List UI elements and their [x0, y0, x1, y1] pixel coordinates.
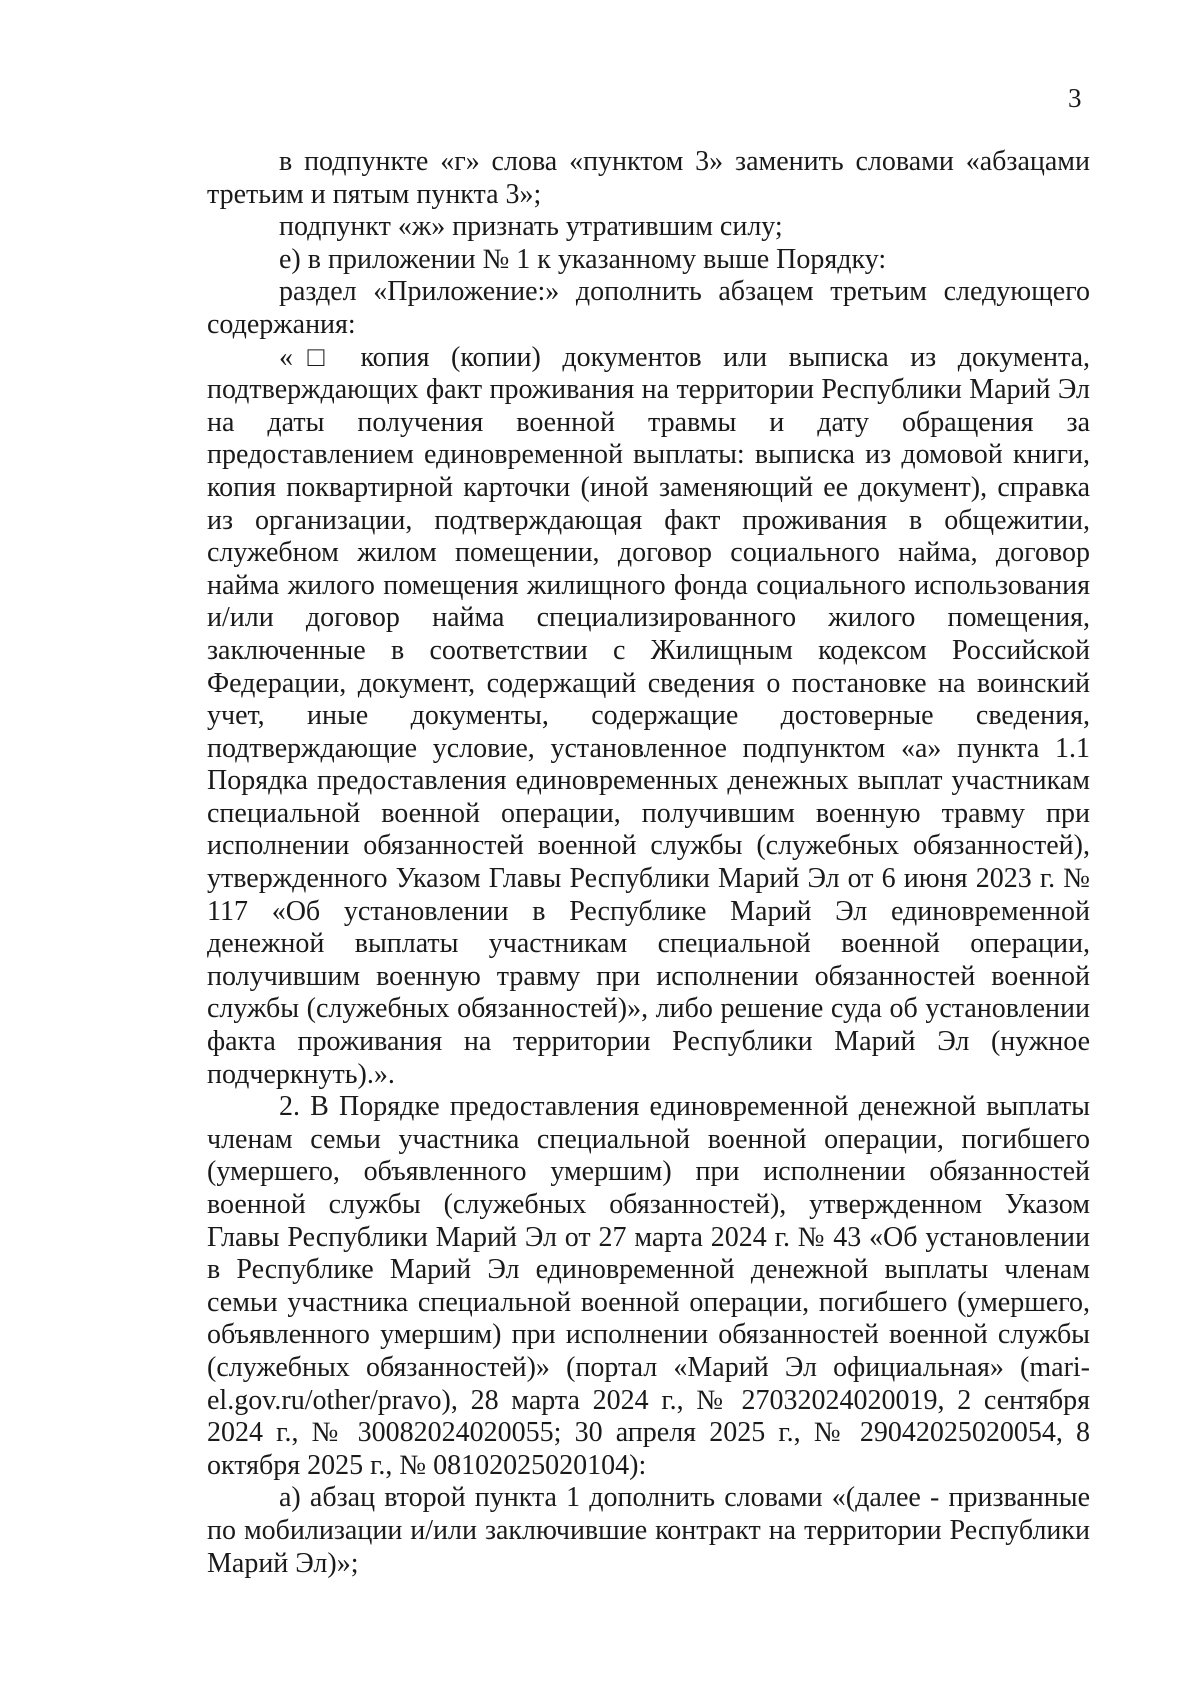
paragraph-item-e: е) в приложении № 1 к указанному выше Порядку:: [279, 243, 887, 275]
paragraph-section-appendix: раздел «Приложение:» дополнить абзацем третьим следующего содержания:: [207, 276, 1090, 340]
paragraph-quoted-insertion: «□ копия (копии) документов или выписка из документа, подтверждающих факт проживания на территории Республики Марий Эл на даты получения военной травмы и дату обращения за предоставлением единовременной выплаты: выписка из домовой книги, копия поквартирной карточки (иной заменяющий ее документ), справка из организации, подтверждающая факт проживания в общежитии, служебном жилом помещении, договор социального найма, договор найма жилого помещения жилищного фонда социального использования и/или договор найма специализированного жилого помещения, заключенные в соответствии с Жилищным кодексом Российской Федерации, документ, содержащий сведения о постановке на воинский учет, иные документы, содержащие достоверные сведения, подтверждающие условие, установленное подпунктом «а» пункта 1.1 Порядка предоставления единовременных денежных выплат участникам специальной военной операции, получившим военную травму при исполнении обязанностей военной службы (служебных обязанностей), утвержденного Указом Главы Республики Марий Эл от 6 июня 2023 г. № 117 «Об установлении в Республике Марий Эл единовременной денежной выплаты участникам специальной военной операции, получившим военную травму при исполнении обязанностей военной службы (служебных обязанностей)», либо решение суда об установлении факта проживания на территории Республики Марий Эл (нужное подчеркнуть).».: [207, 341, 1090, 1090]
paragraph-item-2: 2. В Порядке предоставления единовременной денежной выплаты членам семьи участника специальной военной операции, погибшего (умершего, объявленного умершим) при исполнении обязанностей военной службы (служебных обязанностей), утвержденном Указом Главы Республики Марий Эл от 27 марта 2024 г. № 43 «Об установлении в Республике Марий Эл единовременной денежной выплаты членам семьи участника специальной военной операции, погибшего (умершего, объявленного умершим) при исполнении обязанностей военной службы (служебных обязанностей)» (портал «Марий Эл официальная» (mari-el.gov.ru/other/pravo), 28 марта 2024 г., № 27032024020019, 2 сентября 2024 г., № 30082024020055; 30 апреля 2025 г., № 29042025020054, 8 октября 2025 г., № 08102025020104):: [207, 1091, 1090, 1481]
paragraph-item-a: а) абзац второй пункта 1 дополнить словами «(далее - призванные по мобилизации и/или заключившие контракт на территории Республики Марий Эл)»;: [207, 1482, 1090, 1579]
paragraph-subitem-zh: подпункт «ж» признать утратившим силу;: [279, 211, 783, 243]
paragraph-subitem-g: в подпункте «г» слова «пунктом 3» заменить словами «абзацами третьим и пятым пункта 3»;: [207, 146, 1090, 210]
page-number: 3: [1068, 83, 1082, 113]
document-body: [207, 146, 1090, 1580]
